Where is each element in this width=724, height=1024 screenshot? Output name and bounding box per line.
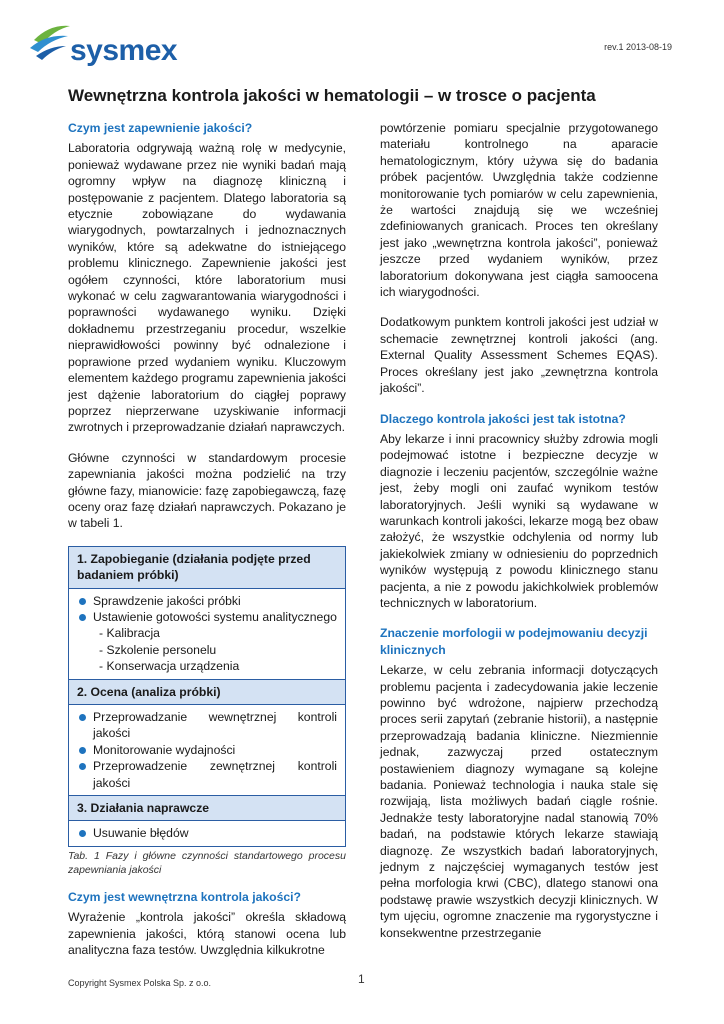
paragraph: Laboratoria odgrywają ważną rolę w medycynie, ponieważ wydawane przez nie wyniki badań mają ogromny wpływ na diagnozę kliniczną i postępowanie z pacjentem. Dlatego laboratoria są etycznie zobowiązane do wydawania wiarygodnych, powtarzalnych i jednoznacznych wyników, które są adekwatne do istniejącego problemu klinicznego. Zapewnienie jakości jest ogółem czynności, które laboratorium musi wykonać w celu zagwarantowania wiarygodności i poprawności wydawanego wyniku. Dzięki dokładnemu przestrzeganiu procedur, wszelkie nieprawidłowości powinny być odnalezione i poprawione przed wydaniem wyniku. Kluczowym elementem każdego programu zapewnienia jakości jest dążenie laboratorium do ciągłej poprawy poprzez nieprzerwane uzyskiwanie informacji zwrotnych i przeprowadzanie działań naprawczych. (68, 141, 346, 435)
list-item: Monitorowanie wydajności (77, 742, 337, 758)
paragraph: Aby lekarze i inni pracownicy służby zdrowia mogli podejmować istotne i bezpieczne decyzje w diagnozie i leczeniu pacjentów, szczególnie ważne jest, żeby mogli oni zaufać wynikom testów laboratoryjnych. Jeśli wyniki są wydawane w warunkach kontroli jakości, lekarze mogą bez obaw założyć, że wszystkie odchylenia od normy lub jakiekolwiek zmiany w odniesieniu do poprzednich wyników występują z powodu klinicznego stanu pacjenta, a nie z powodu jakichkolwiek problemów technicznych w laboratorium. (380, 431, 658, 610)
bullet-icon (79, 598, 86, 605)
table-section-header: 1. Zapobieganie (działania podjęte przed badaniem próbki) (69, 547, 345, 589)
list-item: Usuwanie błędów (77, 825, 337, 841)
paragraph: powtórzenie pomiaru specjalnie przygotowanego materiału kontrolnego na aparacie hematologicznym, który używa się do badania próbek pacjentów. Uwzględnia także codzienne monitorowanie tych pomiarów w celu zapewnienia, że wartości znajdują się we wcześniej zdefiniowanych granicach. Proces ten określany jest jako „wewnętrzna kontrola jakości”, ponieważ jeszcze przed wydaniem wyników, przez laboratorium dokonywana jest ciągła samoocena ich wiarygodności. (380, 121, 658, 300)
page-number: 1 (358, 972, 365, 986)
paragraph: Główne czynności w standardowym procesie zapewniania jakości można podzielić na trzy główne fazy, mianowicie: fazę zapobiegawczą, fazę oceny oraz fazę działań naprawczych. Pokazano je w tabeli 1. (68, 450, 346, 531)
footer-copyright: Copyright Sysmex Polska Sp. z o.o. (68, 978, 212, 988)
table-section-header: 2. Ocena (analiza próbki) (69, 679, 345, 705)
bullet-icon (79, 747, 86, 754)
table-section-header: 3. Działania naprawcze (69, 795, 345, 821)
list-item: Sprawdzenie jakości próbki (77, 593, 337, 609)
section-heading: Dlaczego kontrola jakości jest tak istotna? (380, 411, 626, 426)
table-list (69, 705, 345, 795)
sub-list-item: - Kalibracja (99, 626, 160, 641)
table-list (69, 589, 345, 679)
list-item: Przeprowadzanie wewnętrznej kontroli jakości (77, 709, 337, 742)
paragraph: Lekarze, w celu zebrania informacji dotyczących problemu pacjenta i zadecydowania jakie leczenie powinno być wdrożone, najpierw przechodzą proces serii zapytań (zebranie historii), a następnie przeprowadzają badania kliniczne. Niezmiennie jednak, zazwyczaj przed ostatecznym postawieniem diagnozy wymagane są kolejne badania. Ponieważ technologia i nauka stale się rozwijają, lista możliwych badań ciągle rośnie. Jednakże testy laboratoryjne nadal stanowią 70% badań, na podstawie których lekarze stawiają diagnozę. Ze wszystkich badań laboratoryjnych, jednym z najczęściej wymaganych testów jest pełna morfologia krwi (CBC), dlatego stanowi ona podstawę prawie wszystkich decyzji klinicznych. W tym ujęciu, ogromne znaczenie ma rygorystyczne i konsekwentne przestrzeganie (380, 663, 658, 940)
paragraph: Dodatkowym punktem kontroli jakości jest udział w schemacie zewnętrznej kontroli jakości (ang. External Quality Assessment Schemes EQAS). Proces określany jest jako „zewnętrzna kontrola jakości”. (380, 315, 658, 396)
bullet-icon (79, 763, 86, 770)
table-list (69, 821, 345, 845)
revision-date: rev.1 2013-08-19 (604, 42, 672, 52)
paragraph: Wyrażenie „kontrola jakości” określa składową zapewnienia jakości, którą stanowi ocena lub analityczna faza testów. Uwzględnia kilkukrotne (68, 910, 346, 958)
section-heading: Czym jest zapewnienie jakości? (68, 121, 253, 135)
left-column (68, 120, 346, 972)
bullet-icon (79, 714, 86, 721)
sub-list-item: - Szkolenie personelu (99, 642, 217, 657)
right-column (380, 120, 658, 955)
sysmex-logo-icon (28, 22, 74, 62)
list-item: Przeprowadzenie zewnętrznej kontroli jakości (77, 758, 337, 791)
section-heading: Znaczenie morfologii w podejmowaniu decyzji klinicznych (380, 626, 648, 657)
qa-phases-table (68, 546, 346, 847)
bullet-icon (79, 830, 86, 837)
logo-wordmark: sysmex (70, 34, 178, 67)
sub-list-item: - Konserwacja urządzenia (99, 659, 240, 674)
bullet-icon (79, 614, 86, 621)
section-heading: Czym jest wewnętrzna kontrola jakości? (68, 889, 301, 904)
page-title: Wewnętrzna kontrola jakości w hematologii – w trosce o pacjenta (68, 86, 596, 105)
list-item: Ustawienie gotowości systemu analitycznego (77, 609, 337, 625)
table-caption: Tab. 1 Fazy i główne czynności standartowego procesu zapewniania jakości (68, 849, 346, 876)
sysmex-logo (28, 22, 178, 70)
